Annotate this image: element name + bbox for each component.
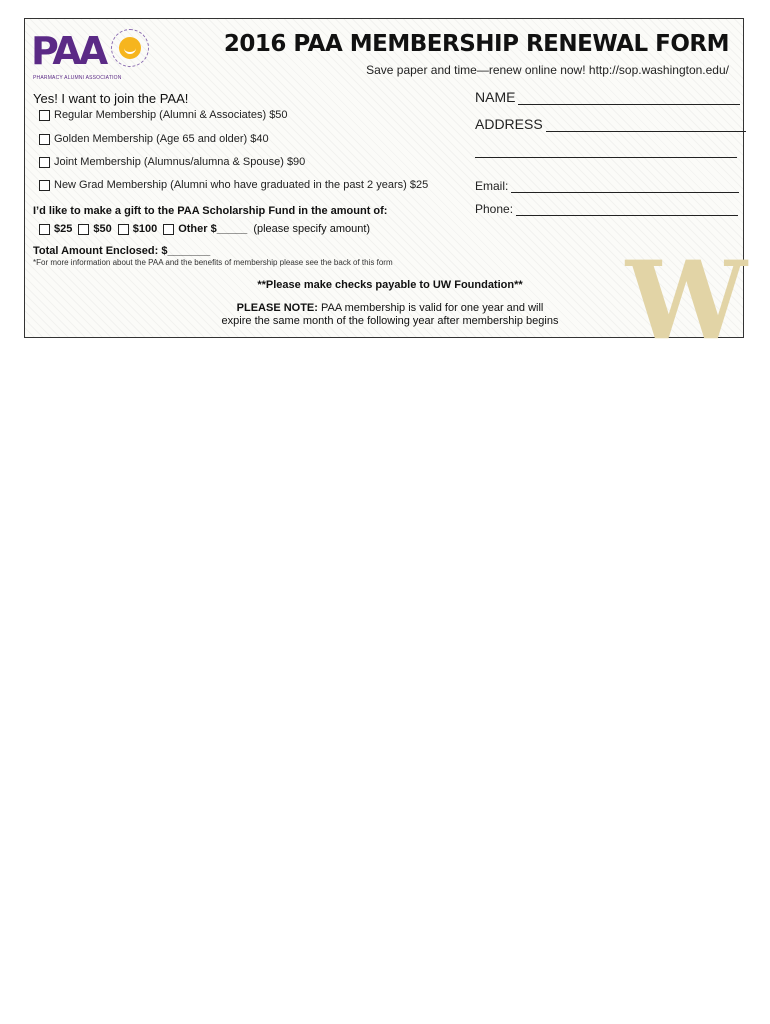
option-label: $25 xyxy=(54,223,73,235)
name-field[interactable] xyxy=(475,89,740,105)
option-label: Golden Membership (Age 65 and older) $40 xyxy=(54,133,269,145)
please-note-label: PLEASE NOTE: xyxy=(236,302,318,314)
option-label: Other $_____ xyxy=(178,223,248,235)
address-line-2-line[interactable] xyxy=(475,145,737,158)
sun-face-icon xyxy=(119,37,141,59)
membership-option-joint[interactable] xyxy=(39,156,305,168)
membership-heading: Yes! I want to join the PAA! xyxy=(33,91,189,106)
please-note-text: PAA membership is valid for one year and will xyxy=(321,302,544,314)
checkbox-icon[interactable] xyxy=(39,180,50,191)
gift-note: (please specify amount) xyxy=(253,223,371,235)
logo-text: PAA xyxy=(31,29,106,73)
checkbox-icon[interactable] xyxy=(78,224,89,235)
checkbox-icon[interactable] xyxy=(39,110,50,121)
phone-field[interactable] xyxy=(475,202,738,216)
phone-label: Phone: xyxy=(475,202,514,216)
logo-subtext: PHARMACY ALUMNI ASSOCIATION xyxy=(33,75,122,81)
checks-payable-note: **Please make checks payable to UW Foundation** xyxy=(257,279,523,291)
phone-line[interactable] xyxy=(516,203,738,216)
please-note-line-2: expire the same month of the following year after membership begins xyxy=(221,315,559,327)
checkbox-icon[interactable] xyxy=(39,134,50,145)
form-subtitle: Save paper and time—renew online now! http://sop.washington.edu/ xyxy=(366,63,729,77)
membership-option-golden[interactable] xyxy=(39,133,269,145)
form-title: 2016 PAA MEMBERSHIP RENEWAL FORM xyxy=(223,31,729,57)
gift-option-100[interactable] xyxy=(118,223,157,235)
gift-option-50[interactable] xyxy=(78,223,111,235)
membership-option-regular[interactable] xyxy=(39,109,288,121)
name-line[interactable] xyxy=(518,92,740,105)
option-label: $50 xyxy=(93,223,112,235)
gift-option-other[interactable] xyxy=(163,223,247,235)
paa-logo xyxy=(31,27,149,87)
total-amount: Total Amount Enclosed: $_______ xyxy=(33,245,211,257)
address-line-2[interactable] xyxy=(475,145,737,158)
address-label: ADDRESS xyxy=(475,116,543,132)
checkbox-icon[interactable] xyxy=(163,224,174,235)
gift-options xyxy=(39,223,370,235)
gift-option-25[interactable] xyxy=(39,223,72,235)
footnote: *For more information about the PAA and the benefits of membership please see the back of this form xyxy=(33,258,393,267)
email-field[interactable] xyxy=(475,179,739,193)
checkbox-icon[interactable] xyxy=(39,157,50,168)
membership-option-new-grad[interactable] xyxy=(39,179,428,191)
email-label: Email: xyxy=(475,179,509,193)
address-field[interactable] xyxy=(475,116,746,132)
option-label: $100 xyxy=(132,223,158,235)
option-label: Joint Membership (Alumnus/alumna & Spouse) $90 xyxy=(54,156,306,168)
address-line[interactable] xyxy=(546,119,746,132)
renewal-form xyxy=(24,18,744,364)
checkbox-icon[interactable] xyxy=(39,224,50,235)
gift-heading: I’d like to make a gift to the PAA Scholarship Fund in the amount of: xyxy=(33,205,388,217)
uw-w-watermark: W xyxy=(625,238,741,364)
please-note-line-1 xyxy=(25,302,755,314)
checkbox-icon[interactable] xyxy=(118,224,129,235)
option-label: New Grad Membership (Alumni who have graduated in the past 2 years) $25 xyxy=(54,179,429,191)
option-label: Regular Membership (Alumni & Associates) $50 xyxy=(54,109,288,121)
email-line[interactable] xyxy=(511,180,739,193)
name-label: NAME xyxy=(475,89,516,105)
